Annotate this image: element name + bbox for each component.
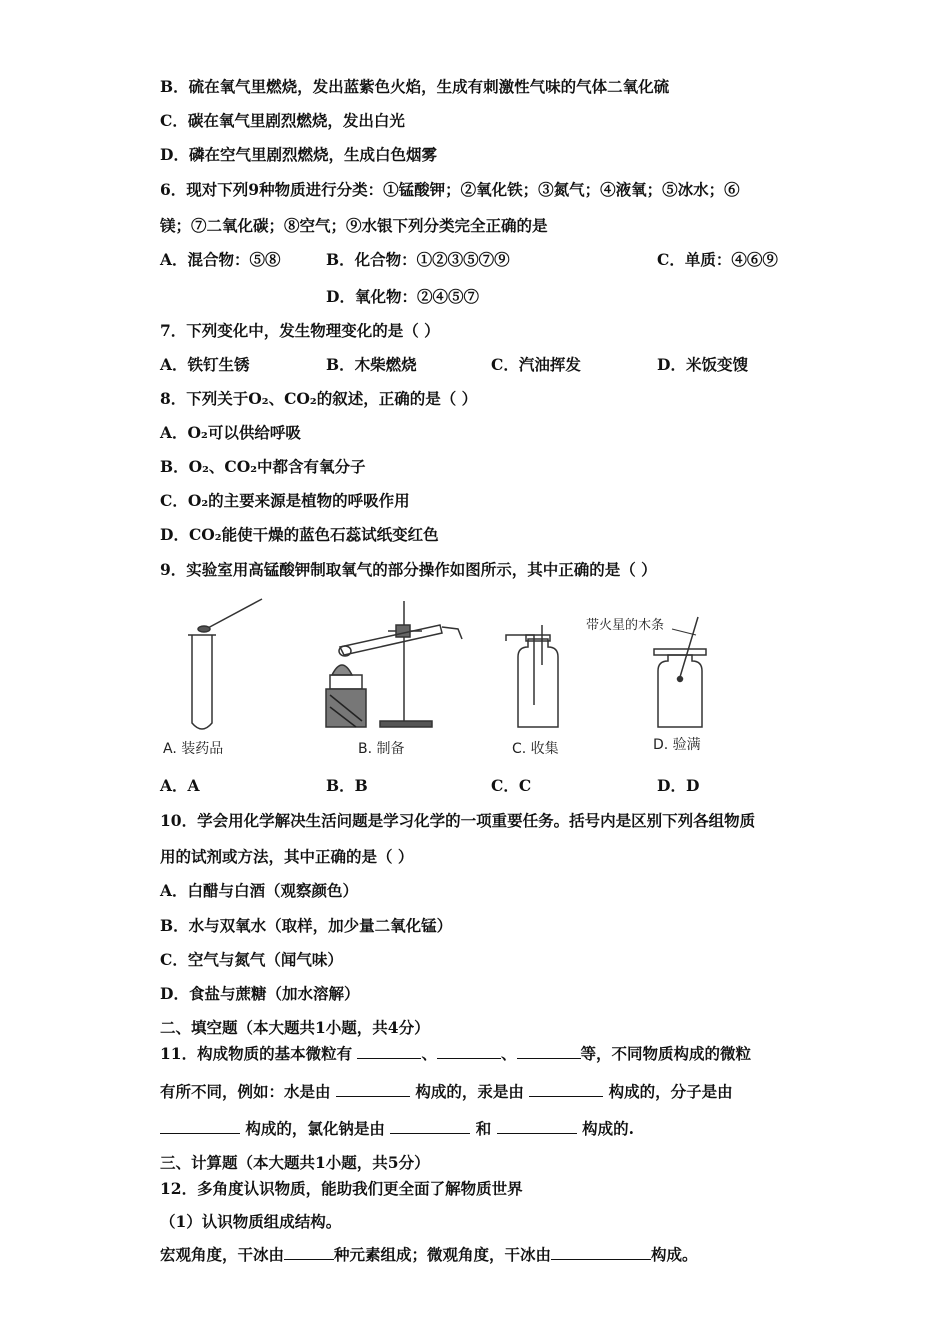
section-2-heading: 二、填空题（本大题共1小题，共4分） [160, 1018, 430, 1037]
q11-blank-3[interactable] [517, 1044, 581, 1059]
fig-label-d: D. 验满 [653, 737, 701, 753]
q11-blank-4[interactable] [336, 1082, 410, 1097]
q11-line2 [160, 1082, 733, 1102]
q8-stem: 8．下列关于O₂、CO₂的叙述，正确的是（ ） [160, 389, 478, 408]
q10-option-a: A．白醋与白酒（观察颜色） [160, 881, 359, 900]
q11-blank-5[interactable] [529, 1082, 603, 1097]
q11-text-8: 构成的. [582, 1119, 634, 1138]
q12-blank-2[interactable] [551, 1245, 651, 1260]
q11-text-3: 有所不同，例如：水是由 [160, 1082, 331, 1101]
q9-option-c: C．C [491, 776, 532, 795]
q11-text-5: 构成的，分子是由 [608, 1082, 733, 1101]
section-3-heading: 三、计算题（本大题共1小题，共5分） [160, 1153, 430, 1172]
q11-sep-1: 、 [421, 1044, 437, 1063]
q8-option-d: D．CO₂能使干燥的蓝色石蕊试纸变红色 [160, 525, 439, 544]
full-check-bottle-illustration [654, 617, 706, 727]
q12-text-1: 宏观角度，干冰由 [160, 1245, 285, 1264]
q6-option-c: C．单质：④⑥⑨ [657, 250, 778, 269]
q7-option-a: A．铁钉生锈 [160, 355, 250, 374]
q11-text-7: 和 [475, 1119, 492, 1138]
q12-line1 [160, 1245, 698, 1265]
q11-text-2: 等，不同物质构成的微粒 [580, 1044, 752, 1063]
q10-option-c: C．空气与氮气（闻气味） [160, 950, 343, 969]
q11-text-4: 构成的，汞是由 [415, 1082, 524, 1101]
q5-option-b: B．硫在氧气里燃烧，发出蓝紫色火焰，生成有刺激性气味的气体二氧化硫 [160, 77, 670, 96]
q12-text-2: 种元素组成；微观角度，干冰由 [334, 1245, 552, 1264]
q11-blank-8[interactable] [497, 1119, 577, 1134]
q9-stem: 9．实验室用高锰酸钾制取氧气的部分操作如图所示，其中正确的是（ ） [160, 560, 657, 579]
q11-text-6: 构成的，氯化钠是由 [245, 1119, 385, 1138]
q10-stem-line1: 10．学会用化学解决生活问题是学习化学的一项重要任务。括号内是区别下列各组物质 [160, 811, 756, 830]
splint-note: 带火星的木条 [586, 618, 665, 633]
q11-text-1: 11．构成物质的基本微粒有 [160, 1044, 353, 1063]
q9-option-a: A．A [160, 776, 200, 795]
q9-option-d: D．D [657, 776, 700, 795]
q11-blank-7[interactable] [390, 1119, 470, 1134]
q8-option-a: A．O₂可以供给呼吸 [160, 423, 301, 442]
collection-bottle-illustration [506, 625, 558, 727]
q11-blank-2[interactable] [437, 1044, 501, 1059]
q11-blank-1[interactable] [357, 1044, 421, 1059]
q6-stem-line1: 6．现对下列9种物质进行分类：①锰酸钾；②氧化铁；③氮气；④液氧；⑤冰水；⑥ [160, 180, 740, 199]
fig-label-c: C. 收集 [512, 741, 559, 757]
q7-option-d: D．米饭变馊 [657, 355, 748, 374]
q5-option-d: D．磷在空气里剧烈燃烧，生成白色烟雾 [160, 145, 437, 164]
q9-option-b: B．B [326, 776, 368, 795]
fig-label-b: B. 制备 [358, 741, 405, 757]
q11-line1 [160, 1044, 751, 1064]
test-tube-illustration [188, 599, 262, 729]
q7-option-b: B．木柴燃烧 [326, 355, 417, 374]
q10-option-b: B．水与双氧水（取样，加少量二氧化锰） [160, 916, 453, 935]
q6-option-b: B．化合物：①②③⑤⑦⑨ [326, 250, 510, 269]
q5-option-c: C．碳在氧气里剧烈燃烧，发出白光 [160, 111, 405, 130]
fig-label-a: A. 装药品 [163, 741, 224, 757]
q6-stem-line2: 镁；⑦二氧化碳；⑧空气；⑨水银下列分类完全正确的是 [160, 216, 548, 235]
q12-blank-1[interactable] [284, 1245, 334, 1260]
q10-option-d: D．食盐与蔗糖（加水溶解） [160, 984, 360, 1003]
q10-stem-line2: 用的试剂或方法，其中正确的是（ ） [160, 847, 414, 866]
q11-sep-2: 、 [501, 1044, 517, 1063]
q7-stem: 7．下列变化中，发生物理变化的是（ ） [160, 321, 440, 340]
q6-option-d: D．氧化物：②④⑤⑦ [326, 287, 479, 306]
q8-option-c: C．O₂的主要来源是植物的呼吸作用 [160, 491, 410, 510]
q12-stem: 12．多角度认识物质，能助我们更全面了解物质世界 [160, 1179, 523, 1198]
q7-option-c: C．汽油挥发 [491, 355, 581, 374]
q6-option-a: A．混合物：⑤⑧ [160, 250, 281, 269]
q12-text-3: 构成。 [651, 1245, 698, 1264]
q11-line3 [160, 1119, 634, 1139]
q11-blank-6[interactable] [160, 1119, 240, 1134]
q12-sub1: （1）认识物质组成结构。 [160, 1212, 342, 1231]
q8-option-b: B．O₂、CO₂中都含有氧分子 [160, 457, 366, 476]
iron-stand-illustration [326, 601, 462, 727]
